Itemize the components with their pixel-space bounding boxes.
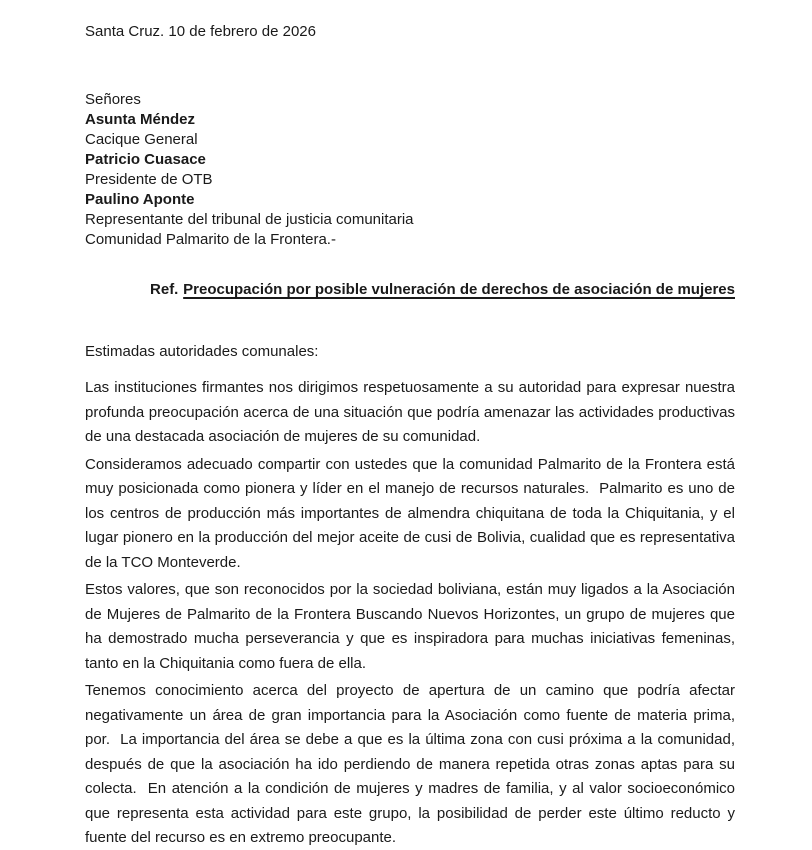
recipient-name: Patricio Cuasace (85, 151, 206, 168)
recipients-heading: Señores (85, 91, 141, 108)
recipient-title: Presidente de OTB (85, 171, 213, 188)
recipient-community: Comunidad Palmarito de la Frontera.- (85, 231, 336, 248)
reference-subject: Preocupación por posible vulneración de derechos de asociación de mujeres (183, 281, 735, 298)
reference-prefix: Ref. (150, 281, 179, 298)
recipient-title: Cacique General (85, 131, 198, 148)
body-paragraph-1: Las instituciones firmantes nos dirigimos respetuosamente a su autoridad para expresar nuestra profunda preocupación acerca de una situación que podría amenazar las actividades productivas de una destacada asociación de mujeres de su comunidad. (85, 379, 735, 445)
body-paragraph-4: Tenemos conocimiento acerca del proyecto de apertura de un camino que podría afectar negativamente un área de gran importancia para la Asociación como fuente de materia prima, por. La importancia del área se debe a que es la última zona con cusi próxima a la comunidad, después de que la asociación ha ido perdiendo de manera repetida otras zonas aptas para su colecta. En atención a la condición de mujeres y madres de familia, y al valor socioeconómico que representa esta actividad para este grupo, la posibilidad de perder este último reducto y fuente del recurso es en extremo preocupante. (85, 682, 735, 846)
body-paragraph-3: Estos valores, que son reconocidos por la sociedad boliviana, están muy ligados a la Asociación de Mujeres de Palmarito de la Frontera Buscando Nuevos Horizontes, un grupo de mujeres que ha demostrado mucha perseverancia y que es inspiradora para muchas iniciativas femeninas, tanto en la Chiquitania como fuera de ella. (85, 581, 735, 672)
recipients-block (85, 90, 735, 250)
recipient-title: Representante del tribunal de justicia comunitaria (85, 211, 414, 228)
recipient-name: Paulino Aponte (85, 191, 195, 208)
recipient-name: Asunta Méndez (85, 111, 196, 128)
body-paragraph-2: Consideramos adecuado compartir con ustedes que la comunidad Palmarito de la Frontera está muy posicionada como pionera y líder en el manejo de recursos naturales. Palmarito es uno de los centros de producción más importantes de almendra chiquitana de toda la Chiquitania, y el lugar pionero en la producción del mejor aceite de cusi de Bolivia, cualidad que es representativa de la TCO Monteverde. (85, 455, 735, 571)
greeting-line: Estimadas autoridades comunales: (85, 343, 319, 360)
date-line: Santa Cruz. 10 de febrero de 2026 (85, 23, 316, 40)
reference-line (85, 280, 735, 300)
